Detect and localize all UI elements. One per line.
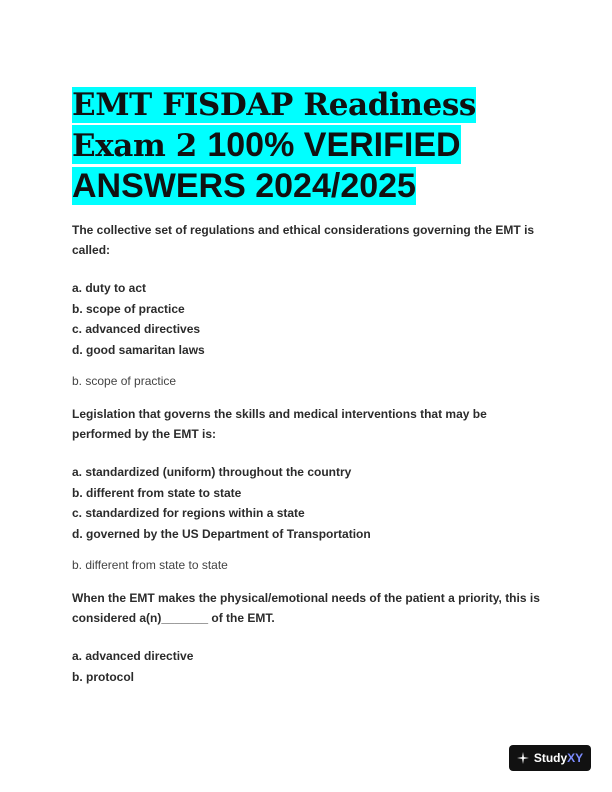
- title-line-3: ANSWERS 2024/2025: [72, 167, 416, 205]
- option-item: a. standardized (uniform) throughout the country: [72, 465, 352, 479]
- title-line-2-part-1: Exam 2: [72, 128, 208, 164]
- question-block-2: [72, 404, 542, 575]
- title-line-1: EMT FISDAP Readiness: [72, 87, 476, 123]
- brand-name: [534, 751, 583, 765]
- title-line-2-part-2: 100% VERIFIED: [207, 126, 461, 164]
- question-text: Legislation that governs the skills and medical interventions that may be performed by the EMT is:: [72, 407, 487, 441]
- option-item: b. different from state to state: [72, 485, 242, 500]
- brand-accent: XY: [567, 751, 584, 765]
- option-item: a. advanced directive: [72, 649, 194, 663]
- option-list: [72, 278, 542, 360]
- question-list: [72, 220, 542, 700]
- studyxy-badge[interactable]: [509, 745, 591, 771]
- option-list: [72, 646, 542, 687]
- option-item: a. duty to act: [72, 281, 147, 295]
- option-item: d. governed by the US Department of Transportation: [72, 526, 371, 541]
- question-block-1: [72, 220, 542, 391]
- document-title: [72, 84, 542, 206]
- option-item: b. protocol: [72, 669, 134, 684]
- question-text: When the EMT makes the physical/emotional needs of the patient a priority, this is considered a(n)_______ of the EMT.: [72, 591, 540, 625]
- answer-text: b. different from state to state: [72, 558, 228, 572]
- option-item: d. good samaritan laws: [72, 342, 205, 357]
- option-item: b. scope of practice: [72, 301, 185, 316]
- question-block-3: [72, 588, 542, 687]
- option-list: [72, 462, 542, 544]
- question-text: The collective set of regulations and ethical considerations governing the EMT is called:: [72, 223, 535, 257]
- option-item: c. advanced directives: [72, 322, 201, 336]
- option-item: c. standardized for regions within a state: [72, 506, 305, 520]
- brand-main: Study: [533, 751, 568, 765]
- answer-text: b. scope of practice: [72, 374, 177, 388]
- plus-sparkle-icon: [517, 752, 529, 764]
